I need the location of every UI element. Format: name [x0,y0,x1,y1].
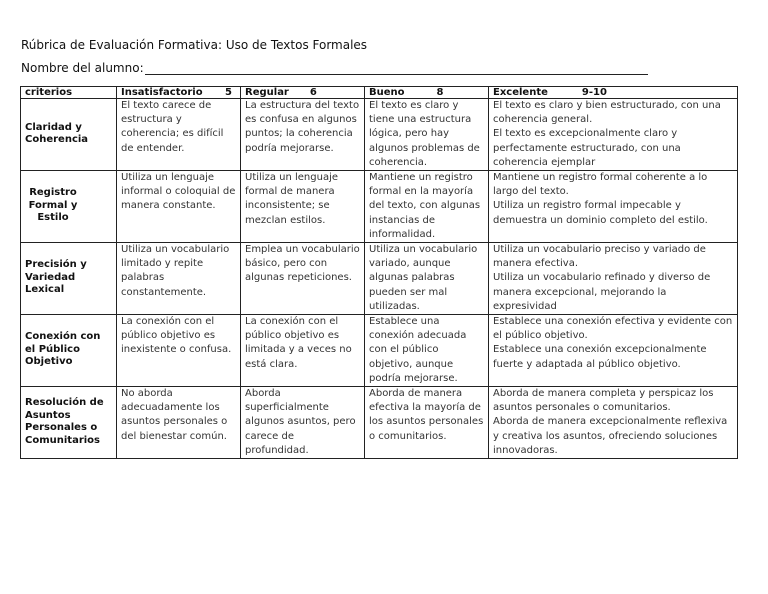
excelente-text-1: El texto es claro y bien estructurado, con una coherencia general. [493,100,721,126]
cell-insatisfactorio: Utiliza un vocabulario limitado y repite palabras constantemente. [117,243,241,315]
excelente-text-1: Mantiene un registro formal coherente a lo largo del texto. [493,172,708,198]
cell-regular: Aborda superficialmente algunos asuntos, pero carece de profundidad. [241,387,365,459]
cell-bueno: Aborda de manera efectiva la mayoría de los asuntos personales o comunitarios. [365,387,489,459]
student-name-row [21,61,648,75]
table-row [21,171,738,243]
excelente-text-1: Establece una conexión efectiva y evidente con el público objetivo. [493,316,733,342]
cell-bueno: El texto es claro y tiene una estructura lógica, pero hay algunos problemas de coherencia. [365,99,489,171]
criterion-label: Conexión con el Público Objetivo [25,331,101,368]
table-row [21,315,738,387]
cell-excelente [489,99,738,171]
excelente-text-1: Aborda de manera completa y perspicaz los asuntos personales o comunitarios. [493,388,714,414]
header-insatisfactorio: Insatisfactorio 5 [117,87,241,99]
criterion-cell [21,171,117,243]
rubric-table [20,86,738,459]
criterion-label: Resolución de Asuntos Personales o Comunitarios [25,397,104,446]
criterion-cell [21,315,117,387]
criterion-cell [21,387,117,459]
cell-insatisfactorio: El texto carece de estructura y coherencia; es difícil de entender. [117,99,241,171]
header-criteria: criterios [21,87,117,99]
excelente-text-2: Aborda de manera excepcionalmente reflexiva y creativa los asuntos, ofreciendo soluciones innovadoras. [493,416,728,456]
criterion-label: Precisión y Variedad Lexical [25,259,87,296]
cell-regular: La conexión con el público objetivo es limitada y a veces no está clara. [241,315,365,387]
cell-insatisfactorio: Utiliza un lenguaje informal o coloquial de manera constante. [117,171,241,243]
table-row [21,243,738,315]
criterion-label: Claridad y Coherencia [25,121,89,146]
criterion-cell [21,243,117,315]
cell-excelente [489,387,738,459]
header-excelente: Excelente 9-10 [489,87,738,99]
document-title: Rúbrica de Evaluación Formativa: Uso de Textos Formales [21,38,368,52]
cell-excelente [489,315,738,387]
excelente-text-2: Utiliza un registro formal impecable y demuestra un dominio completo del estilo. [493,200,708,226]
table-row [21,387,738,459]
cell-bueno: Utiliza un vocabulario variado, aunque algunas palabras pueden ser mal utilizadas. [365,243,489,315]
header-regular: Regular 6 [241,87,365,99]
cell-regular: La estructura del texto es confusa en algunos puntos; la coherencia podría mejorarse. [241,99,365,171]
cell-excelente [489,243,738,315]
table-row [21,99,738,171]
criterion-label: Registro Formal y Estilo [28,187,78,224]
excelente-text-2: Utiliza un vocabulario refinado y diverso de manera excepcional, mejorando la expresividad [493,272,711,312]
header-bueno: Bueno 8 [365,87,489,99]
student-name-line[interactable] [145,61,648,75]
excelente-text-2: El texto es excepcionalmente claro y perfectamente estructurado, con una coherencia ejemplar [493,128,681,168]
cell-regular: Emplea un vocabulario básico, pero con algunas repeticiones. [241,243,365,315]
table-header-row [21,87,738,99]
cell-insatisfactorio: No aborda adecuadamente los asuntos personales o del bienestar común. [117,387,241,459]
student-name-label: Nombre del alumno: [21,61,144,75]
cell-insatisfactorio: La conexión con el público objetivo es inexistente o confusa. [117,315,241,387]
cell-regular: Utiliza un lenguaje formal de manera inconsistente; se mezclan estilos. [241,171,365,243]
cell-bueno: Establece una conexión adecuada con el público objetivo, aunque podría mejorarse. [365,315,489,387]
excelente-text-2: Establece una conexión excepcionalmente fuerte y adaptada al público objetivo. [493,344,707,370]
excelente-text-1: Utiliza un vocabulario preciso y variado de manera efectiva. [493,244,706,270]
criterion-cell [21,99,117,171]
cell-excelente [489,171,738,243]
cell-bueno: Mantiene un registro formal en la mayoría del texto, con algunas instancias de informalidad. [365,171,489,243]
